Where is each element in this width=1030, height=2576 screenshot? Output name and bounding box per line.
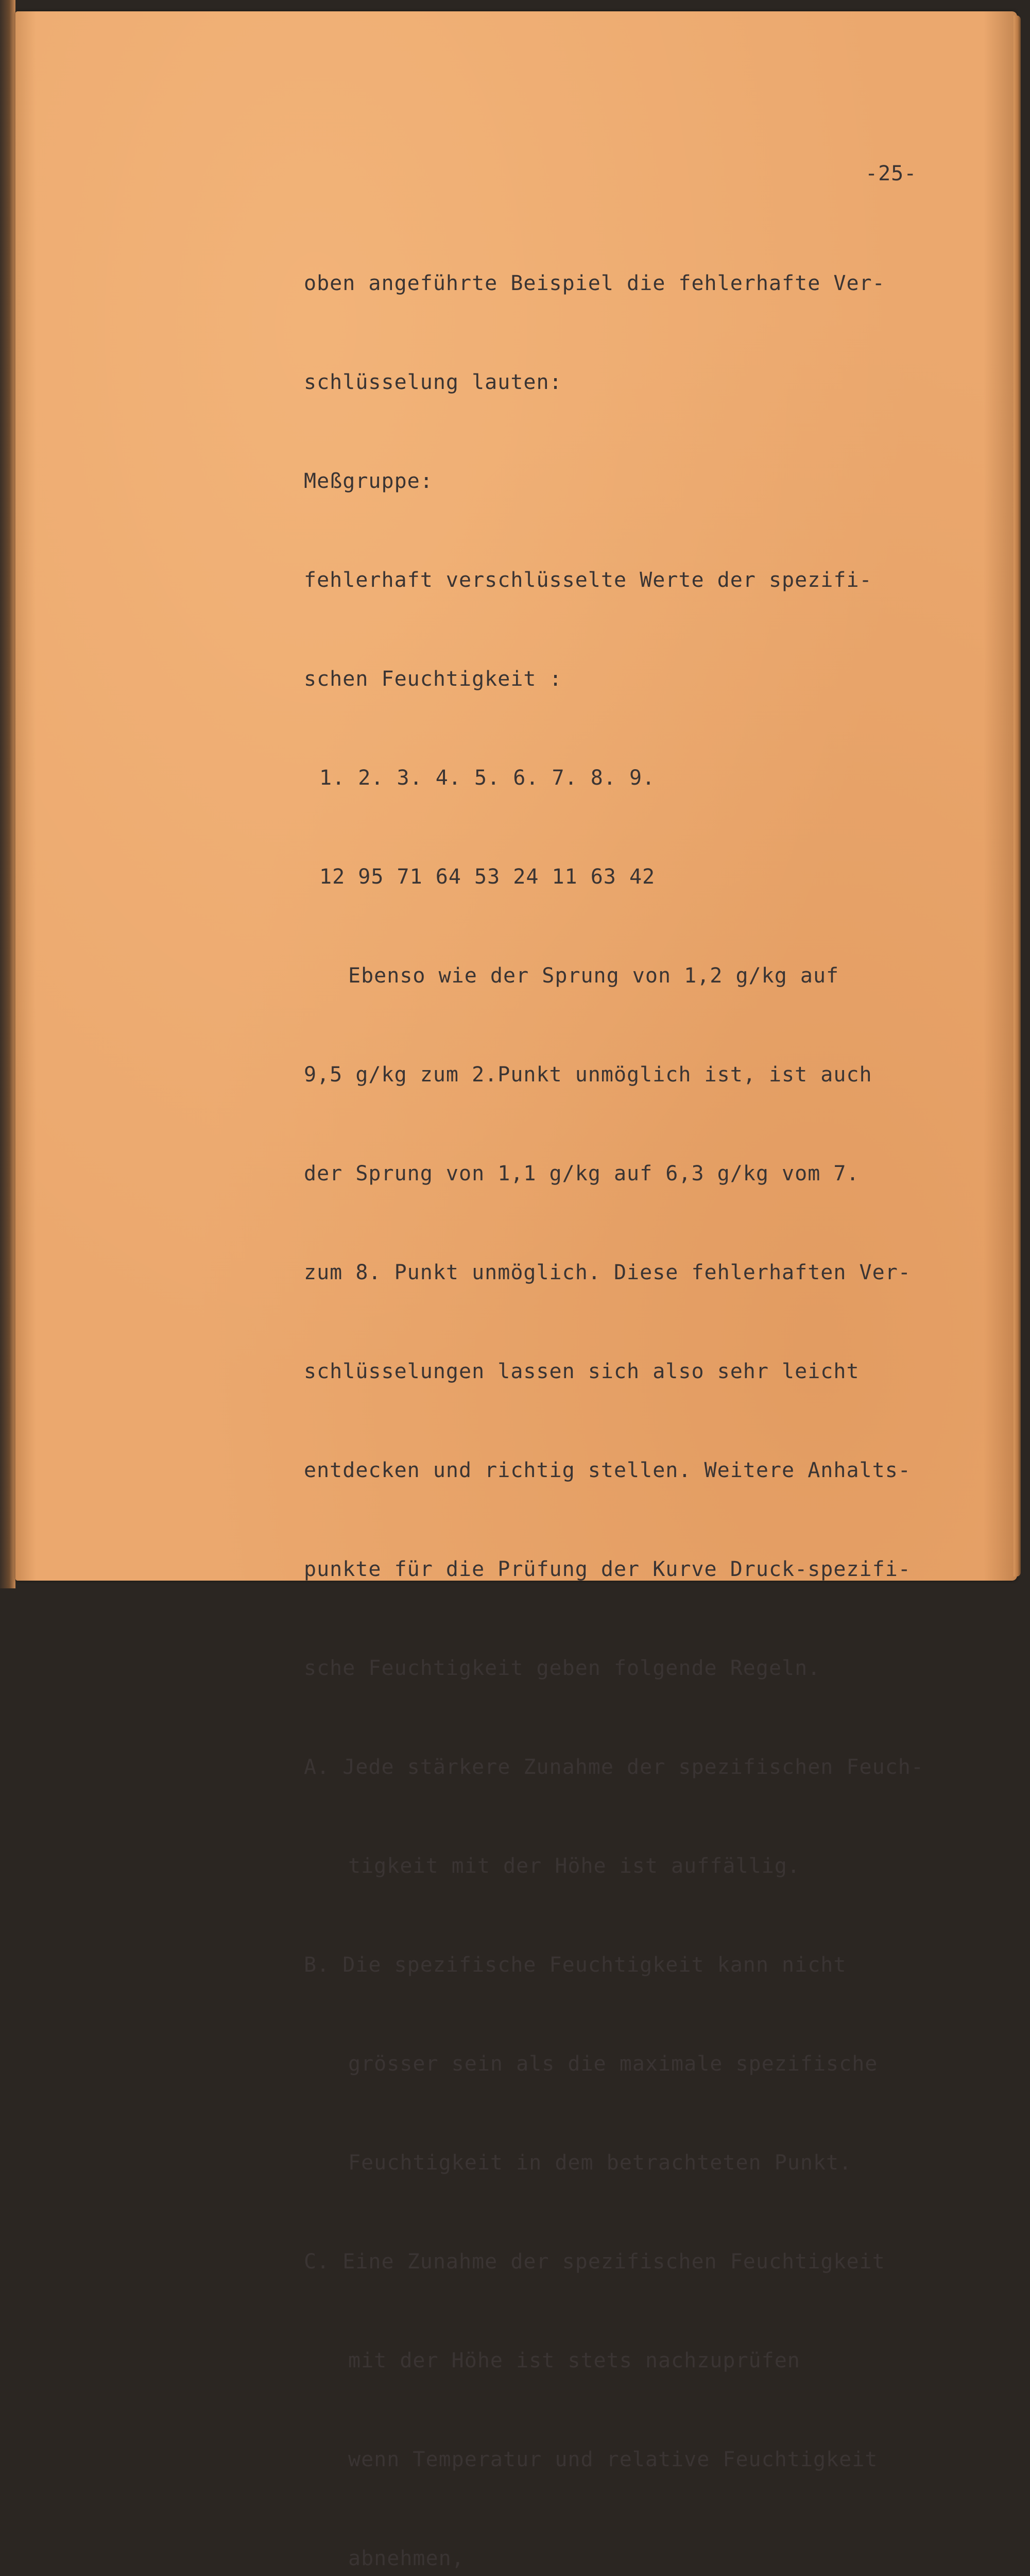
text-line: schlüsselungen lassen sich also sehr leicht [304,1360,860,1383]
text-line: grösser sein als die maximale spezifische [348,2052,878,2076]
text-line: sche Feuchtigkeit geben folgende Regeln. [304,1656,821,1680]
rule-c: C. Eine Zunahme der spezifischen Feuchtigkeit [304,2250,885,2274]
rule-a: A. Jede stärkere Zunahme der spezifischen Feuch- [304,1755,924,1779]
text-line: entdecken und richtig stellen. Weitere Anhalts- [304,1459,911,1482]
text-line: Ebenso wie der Sprung von 1,2 g/kg auf [348,964,839,988]
text-line: oben angeführte Beispiel die fehlerhafte Ver- [304,272,885,295]
text-line: abnehmen, [348,2547,465,2570]
text-line: der Sprung von 1,1 g/kg auf 6,3 g/kg vom 7. [304,1162,860,1185]
text-line: zum 8. Punkt unmöglich. Diese fehlerhaften Ver- [304,1261,911,1284]
measurement-value-row: 12 95 71 64 53 24 11 63 42 [319,865,656,889]
text-line: tigkeit mit der Höhe ist auffällig. [348,1854,800,1878]
text-line: punkte für die Prüfung der Kurve Druck-spezifi- [304,1557,911,1581]
text-line: schlüsselung lauten: [304,370,562,394]
text-line: 9,5 g/kg zum 2.Punkt unmöglich ist, ist auch [304,1063,872,1087]
page-number: -25- [865,162,917,185]
book-binding [0,0,15,1588]
page-edge [1014,15,1021,1577]
text-line: Feuchtigkeit in dem betrachteten Punkt. [348,2151,852,2175]
measurement-index-row: 1. 2. 3. 4. 5. 6. 7. 8. 9. [319,766,656,790]
text-line: mit der Höhe ist stets nachzuprüfen [348,2349,800,2372]
text-line: schen Feuchtigkeit : [304,667,562,691]
text-line: wenn Temperatur und relative Feuchtigkeit [348,2448,878,2471]
rule-b: B. Die spezifische Feuchtigkeit kann nicht [304,1953,847,1977]
typewritten-text [304,201,924,2576]
text-line: Meßgruppe: [304,469,433,493]
text-line: fehlerhaft verschlüsselte Werte der spezifi- [304,568,872,592]
